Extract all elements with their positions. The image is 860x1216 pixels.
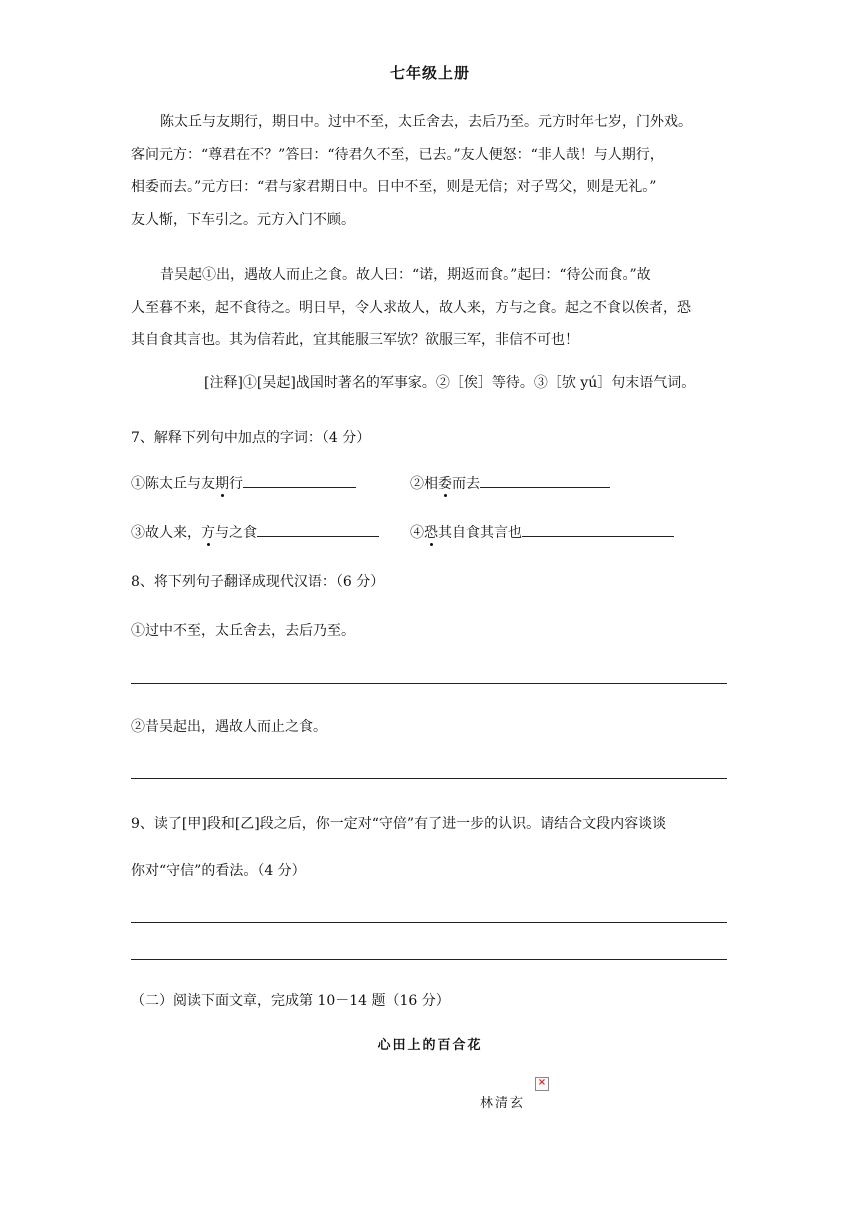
dotted-char: 期 xyxy=(215,476,229,492)
passage-b-line: 其自食其言也。其为信若此，宜其能服三军欤？欲服三军，非信不可也！ xyxy=(131,332,579,348)
question-9-line-1: 9、读了[甲]段和[乙]段之后，你一定对“守倍”有了进一步的认识。请结合文段内容谈谈 xyxy=(131,816,667,832)
item-text: 其自食其言也 xyxy=(438,525,522,541)
dotted-char: 委 xyxy=(438,476,452,492)
passage-b-line: 昔吴起①出，遇故人而止之食。故人曰：“诺，期返而食。”起曰：“待公而食。”故 xyxy=(160,267,651,283)
answer-blank[interactable] xyxy=(243,472,356,488)
broken-image-icon: × xyxy=(535,1077,549,1091)
question-8-sentence-1: ①过中不至，太丘舍去，去后乃至。 xyxy=(131,623,355,639)
question-7-item-1 xyxy=(131,472,356,493)
question-8-prompt: 8、将下列句子翻译成现代汉语：（6 分） xyxy=(131,574,385,590)
passage-b xyxy=(131,259,727,357)
passage-a-line: 客问元方：“尊君在不？”答曰：“待君久不至，已去。”友人便怒：“非人哉！与人期行， xyxy=(131,146,664,163)
article-author: 林清玄 xyxy=(480,1096,526,1111)
dotted-char: 恐 xyxy=(424,525,438,541)
question-9-line-2: 你对“守信”的看法。（4 分） xyxy=(131,863,306,879)
item-text: ②相 xyxy=(410,476,438,492)
annotation-note: [注释]①[吴起]战国时著名的军事家。②［俟］等待。③［欤 yú］句末语气词。 xyxy=(204,375,696,391)
answer-line[interactable] xyxy=(131,778,727,779)
passage-a-line: 友人惭，下车引之。元方入门不顾。 xyxy=(131,211,355,228)
passage-a-line: 相委而去。”元方曰：“君与家君期日中。日中不至，则是无信；对子骂父，则是无礼。” xyxy=(131,179,657,195)
answer-line[interactable] xyxy=(131,959,727,960)
item-text: ③故人来， xyxy=(131,525,201,541)
dotted-char: 方 xyxy=(201,525,215,541)
item-text: 行 xyxy=(229,476,243,492)
answer-blank[interactable] xyxy=(257,521,379,537)
answer-line[interactable] xyxy=(131,683,727,684)
answer-blank[interactable] xyxy=(480,472,610,488)
question-7-prompt: 7、解释下列句中加点的字词：（4 分） xyxy=(131,430,371,446)
item-text: 与之食 xyxy=(215,525,257,541)
item-text: ①陈太丘与友 xyxy=(131,476,215,492)
item-text: ④ xyxy=(410,525,424,541)
passage-b-line: 人至暮不来，起不食待之。明日早，令人求故人，故人来，方与之食。起之不食以俟者，恐 xyxy=(131,299,691,316)
answer-line[interactable] xyxy=(131,922,727,923)
question-7-item-4 xyxy=(410,521,674,542)
question-8-sentence-2: ②昔吴起出，遇故人而止之食。 xyxy=(131,719,327,735)
question-7-item-2 xyxy=(410,472,610,493)
section-2-heading: （二）阅读下面文章，完成第 10－14 题（16 分） xyxy=(131,993,450,1009)
passage-a xyxy=(131,106,727,236)
answer-blank[interactable] xyxy=(522,521,674,537)
page-title: 七年级上册 xyxy=(389,64,470,82)
item-text: 而去 xyxy=(452,476,480,492)
article-title: 心田上的百合花 xyxy=(377,1038,483,1053)
question-7-item-3 xyxy=(131,521,379,542)
passage-a-line: 陈太丘与友期行，期日中。过中不至，太丘舍去，去后乃至。元方时年七岁，门外戏。 xyxy=(160,114,692,130)
